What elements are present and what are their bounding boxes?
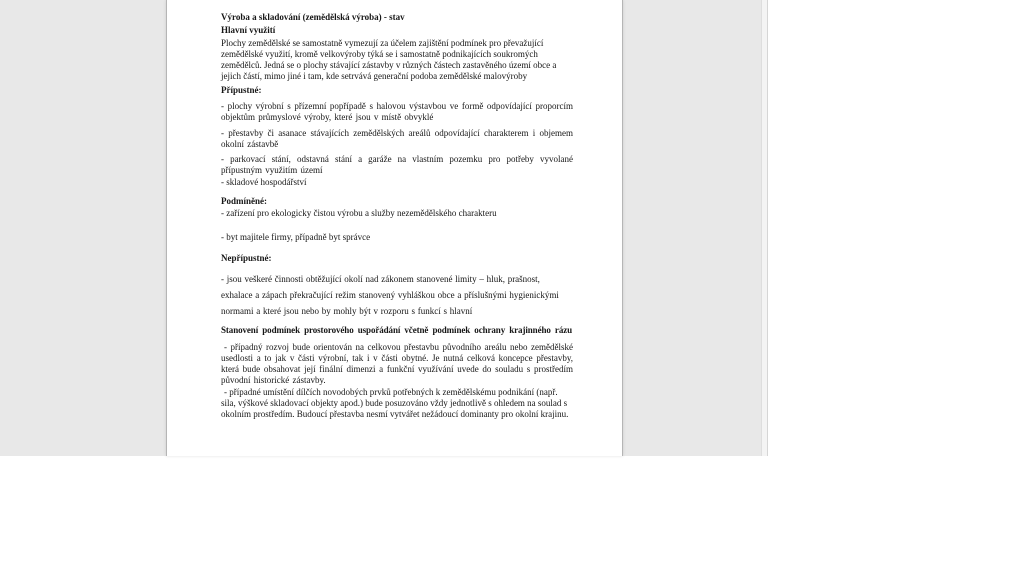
- doc-paragraph: - případné umístění dílčích novodobých prvků potřebných k zemědělskému podnikání (např. sila, výškové skladovací objekty apod.) bude posuzováno vždy jednotlivě s ohledem na soulad s okolním prostředím. Budoucí přestavba nesmí vytvářet nežádoucí dominanty pro okolní krajinu.: [221, 387, 569, 419]
- doc-heading: Podmíněné:: [221, 196, 267, 206]
- doc-heading: Hlavní využití: [221, 25, 276, 35]
- doc-paragraph: - jsou veškeré činnosti obtěžující okolí nad zákonem stanovené limity – hluk, prašnost, exhalace a zápach překračující režim stanovený vyhláškou obce a příslušnými hygienickými normami a které jsou nebo by mohly být v rozporu s funkcí s hlavní: [221, 274, 559, 316]
- doc-paragraph: - plochy výrobní s přízemní popřípadě s halovou výstavbou ve formě odpovídající proporcím objektům průmyslové výroby, které jsou v místě obvyklé: [221, 101, 573, 122]
- doc-paragraph: - případný rozvoj bude orientován na celkovou přestavbu původního areálu nebo zemědělské usedlosti a to jak v části výrobní, tak i v části obytné. Je nutná celková koncepce přestavby, která bude obsahovat její finální dimenzi a funkční využívání uvede do souladu s prostředím původní historické zástavby.: [221, 342, 573, 385]
- doc-paragraph: - parkovací stání, odstavná stání a garáže na vlastním pozemku pro potřeby vyvolané přípustným využitím území: [221, 154, 573, 175]
- scrollbar-track[interactable]: [761, 0, 768, 456]
- doc-heading: Přípustné:: [221, 85, 262, 95]
- doc-heading: Stanovení podmínek prostorového uspořádání včetně podmínek ochrany krajinného rázu: [221, 325, 573, 335]
- doc-heading: Nepřípustné:: [221, 253, 272, 263]
- doc-paragraph: Plochy zemědělské se samostatně vymezují za účelem zajištění podmínek pro převažující zemědělské využití, kromě velkovýroby týká se i samostatně podnikajících soukromých zemědělců. Jedná se o plochy stávající zástavby v různých částech zastavěného území obce a jejich částí, mimo jiné i tam, kde setrvává generační podoba zemědělské malovýroby: [221, 38, 557, 81]
- doc-paragraph: - byt majitele firmy, případně byt správce: [221, 232, 371, 242]
- doc-paragraph: - přestavby či asanace stávajících zemědělských areálů odpovídající charakterem i objemem okolní zástavbě: [221, 128, 573, 149]
- document-content: [221, 0, 573, 420]
- document-page: [166, 0, 623, 456]
- doc-paragraph: - zařízení pro ekologicky čistou výrobu a služby nezemědělského charakteru: [221, 208, 497, 218]
- doc-title: Výroba a skladování (zemědělská výroba) - stav: [221, 12, 405, 22]
- doc-paragraph: - skladové hospodářství: [221, 177, 307, 187]
